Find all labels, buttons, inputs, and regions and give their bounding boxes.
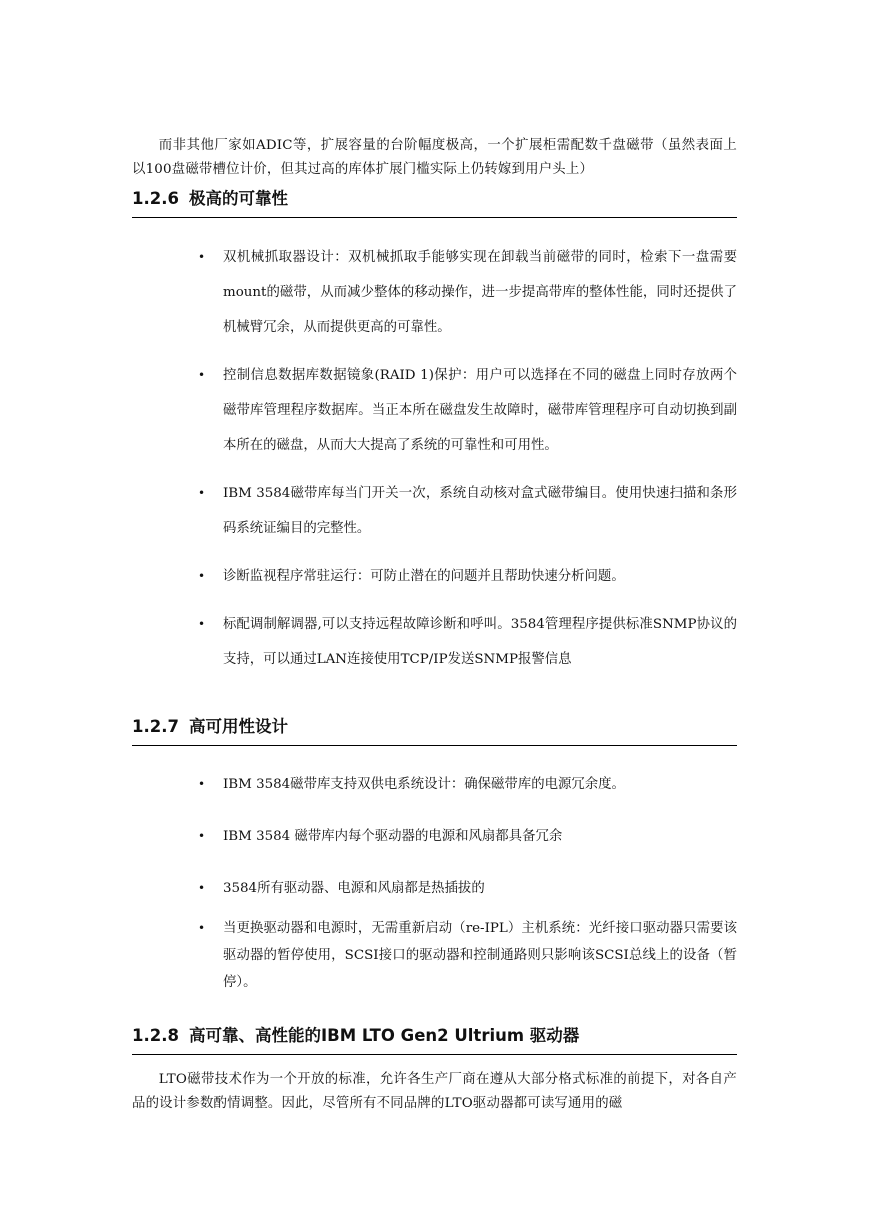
reliability-bullet-list xyxy=(132,240,737,677)
list-item xyxy=(132,767,737,802)
closing-paragraph: LTO磁带技术作为一个开放的标准，允许各生产厂商在遵从大部分格式标准的前提下，对各自产品的设计参数酌情调整。因此，尽管所有不同品牌的LTO驱动器都可读写通用的磁 xyxy=(132,1072,737,1111)
list-item-text: 当更换驱动器和电源时，无需重新启动（re-IPL）主机系统：光纤接口驱动器只需要该驱动器的暂停使用，SCSI接口的驱动器和控制通路则只影响该SCSI总线上的设备（暂停）。 xyxy=(223,921,737,990)
list-item-text: 3584所有驱动器、电源和风扇都是热插拔的 xyxy=(223,881,485,896)
intro-paragraph: 而非其他厂家如ADIC等，扩展容量的台阶幅度极高，一个扩展柜需配数千盘磁带（虽然表面上以100盘磁带槽位计价，但其过高的库体扩展门槛实际上仍转嫁到用户头上） xyxy=(132,138,737,177)
section-heading-1-2-6 xyxy=(132,188,737,218)
bullet-icon: • xyxy=(198,829,206,843)
section-number: 1.2.8 xyxy=(132,1026,179,1045)
section-title: 极高的可靠性 xyxy=(188,189,288,208)
bullet-icon: • xyxy=(198,486,206,500)
bullet-icon: • xyxy=(198,921,206,935)
list-item xyxy=(132,358,737,463)
section-number: 1.2.6 xyxy=(132,189,179,208)
list-item xyxy=(132,871,737,906)
list-item xyxy=(132,607,737,677)
list-item-text: IBM 3584磁带库每当门开关一次，系统自动核对盒式磁带编目。使用快速扫描和条形码系统证编目的完整性。 xyxy=(223,486,737,536)
section-title: 高可用性设计 xyxy=(188,717,288,736)
bullet-icon: • xyxy=(198,617,206,631)
list-item xyxy=(132,819,737,854)
bullet-icon: • xyxy=(198,368,206,382)
section-heading-1-2-8 xyxy=(132,1025,737,1055)
list-item-text: IBM 3584磁带库支持双供电系统设计：确保磁带库的电源冗余度。 xyxy=(223,777,625,792)
list-item xyxy=(132,915,737,996)
bullet-icon: • xyxy=(198,881,206,895)
section-title: 高可靠、高性能的IBM LTO Gen2 Ultrium 驱动器 xyxy=(188,1026,580,1045)
list-item-text: 双机械抓取器设计：双机械抓取手能够实现在卸载当前磁带的同时，检索下一盘需要mount的磁带，从而减少整体的移动操作，进一步提高带库的整体性能，同时还提供了机械臂冗余，从而提供更高的可靠性。 xyxy=(223,250,737,335)
list-item-text: IBM 3584 磁带库内每个驱动器的电源和风扇都具备冗余 xyxy=(223,829,563,844)
bullet-icon: • xyxy=(198,777,206,791)
list-item-text: 标配调制解调器,可以支持远程故障诊断和呼叫。3584管理程序提供标准SNMP协议的支持，可以通过LAN连接使用TCP/IP发送SNMP报警信息 xyxy=(223,617,737,667)
list-item xyxy=(132,476,737,546)
section-number: 1.2.7 xyxy=(132,717,179,736)
bullet-icon: • xyxy=(198,250,206,264)
list-item-text: 控制信息数据库数据镜象(RAID 1)保护：用户可以选择在不同的磁盘上同时存放两个磁带库管理程序数据库。当正本所在磁盘发生故障时，磁带库管理程序可自动切换到副本所在的磁盘，从而大大提高了系统的可靠性和可用性。 xyxy=(223,368,737,453)
list-item xyxy=(132,240,737,345)
availability-bullet-list xyxy=(132,767,737,996)
section-heading-1-2-7 xyxy=(132,716,737,746)
list-item xyxy=(132,559,737,594)
bullet-icon: • xyxy=(198,569,206,583)
list-item-text: 诊断监视程序常驻运行：可防止潜在的问题并且帮助快速分析问题。 xyxy=(223,569,625,584)
